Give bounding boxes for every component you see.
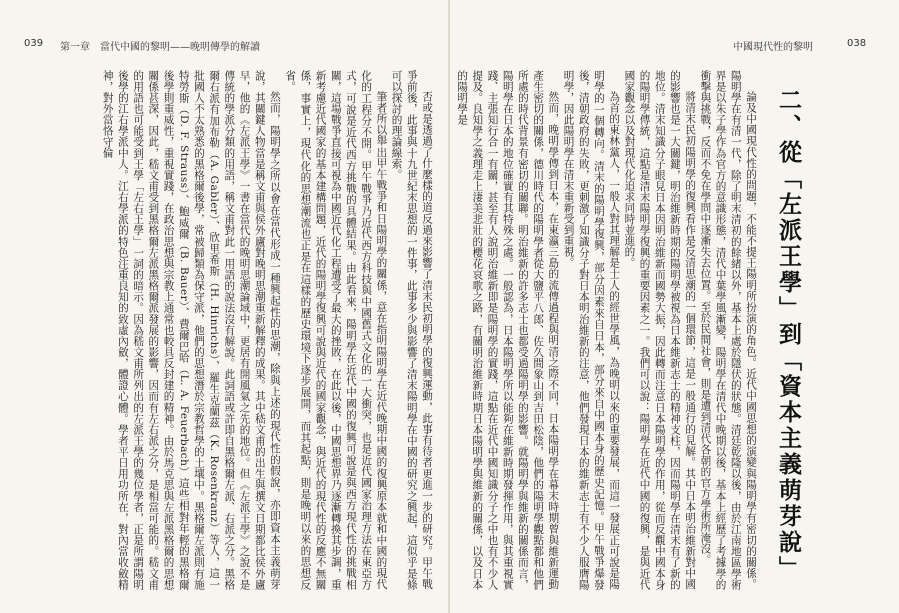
running-title: 第一章 當代中國的黎明——晚明傳學的解讀: [60, 42, 260, 53]
body-text: [14, 70, 434, 590]
left-page: [0, 0, 449, 613]
paragraph: 筆者所以舉出甲午戰爭和日陽明學的關係，意在指明陽明學在近代晚期中國的復興原本就和中國的現代化的工程分不開。甲午戰爭乃近代西方科技與中國舊式文化的一大衝突，也是近代國家治理方法在東亞方式，可說是近代西方挑戰的具體結果。由此看來，陽明學在近代中國的復興可說是與西方現代性的挑戰相關，這場戰爭直接可視為中國近代化工程遭受了最大的挫敗，在此以後，中國思想界乃逐漸轉換其步調，重新考慮近代國家的基本建構問題，近代的陽明學復興可說與近代的國家觀念，與近代的現代性的反應不無關係，事實上，現代化的思想潮流也正是在這樣的歷史環境下逐步展開，而其起點，則是晚明以來的思想反省。: [284, 70, 388, 590]
running-title: 中國現代性的黎明: [733, 42, 813, 53]
page-number: 038: [847, 38, 867, 49]
paragraph: 將清末民初陽明學的復興看作是反清思潮的一個環節，這是一般通行的見解。其中日本明治維新對中國的影響也是一大關鍵，明治維新時期的陽明學被視為日本維新志士的精神支柱，因而陽明學在清末有了新的地位。清末知識分子眼見日本因明治維新而國勢大振，因此轉而注意日本陽明學的作用，從而反觀中國本身的陽明學傳統，這點是清末陽明學復興的重要因素之一。我們可以說：陽明學在近代中國的復興，是與近代國家觀念以及對現代化追求同時並進的。: [623, 70, 697, 590]
right-page: [450, 0, 899, 613]
paragraph: 然而，陽明學之所以會在當代形成一種興起性的思潮，除與上述的現代性的假說，亦即資本主義萌芽說，其關鍵人物當是稱文甫與侯外廬對晚明思潮重新解釋的成果。其中嵇文甫的出生與撰文日期都比侯外廬早，他的《左派王學》一書在當代的晚明思潮論域中，更居有開風氣之先的地位。但《左派王學》之說不是傳統的學派分類的用語，稱文甫對此一用語的說法沒有解說。此詞語或許即自黑格爾左派、右派之分。黑格爾右派有加布勒（A. Gabler）、欣里希斯（H. Hinrichs）、羅生克蘭茲（K. Rosenkranz）等人，這一批國人不太熟悉的黑格爾後學，常被歸類為保守派，他們的思想潛於宗教哲學的土壤中。黑格爾左派則有施特勞斯（D. F. Strauss）、鮑威爾（B. Bauer）、費爾巴哈（L. A. Feuerbach）這些相對年輕的黑格爾後學則重威性，重視實踐，在政治思想與宗教上通常也較具反封建的精神。由於馬克思與左派黑格爾的思想關係甚深，因此，嵇文甫受到黑格爾左派黑格爾派發展的影響，因而有左右派之分，是相當可能的。嵇文甫的用語也可能受到王學「左右王學」一詞的暗示。因為嵇文甫所列出的左派王學的幾位學者，正是所謂陽明後學的江右學派中人。江右學派的特色注重良知的致虛內斂，體證心體。學者平日用功所在，對內當收斂精神，對外當恪守倫: [101, 70, 281, 590]
paragraph: 為首的東林黨人，一般人對其理解是士人的經世學風，為晚明以來的重要發展，而這一發展正可說是陽明學的一個轉向。清末的陽明學復興，部分因素來自日本，部分來自中國本身的歷史記憶。甲午戰爭爆發後，清朝政府的失敗，更刺激了知識分子對日本明治維新的注意，他們發現日本的維新志士有不少人服膺陽明學，因此陽明學在清末重新受到重視。: [562, 70, 621, 590]
section-heading: 二、從「左派王學」到「資本主義萌芽說」: [775, 88, 802, 582]
body-text: [458, 70, 758, 590]
paragraph: 否或是透過了什麼樣的道反過來影響了清末民初明學的復興運動，此事有待者更進一步的研究。甲午戰爭前後，此事與十九世紀末思想的一件事，此事多少與影響了清末陽明學在中國的研究之興起，這似乎是條可以探討的理論線索。: [390, 70, 433, 590]
paragraph: 然而，晚明學傳到日本，在東瀛三島的流傳過程與明清之際不同，日本陽明學在幕末時期曾與維新運動產生密切的關係，德川時代的陽明學者從大鹽平八郎、佐久間象山到吉田松陰，他們的陽明學觀點都和他們所處的時代背景有密切的關聯。明治維新的許多志士也都受過陽明學的影響。就陽明學與維新的關係而言，陽明學在日本的地位確實有其特殊之處。一般認為，日本陽明學所以能夠在維新時期發揮作用，與其重視實踐、主張知行合一有關，甚至有人說明治維新即是陽明學的實踐，這點在近代中國知識分子之中也有不少人提及。良知學之義理走上淒美悲壯的櫻花哀歌之路，有關明治維新時期日本陽明學與維新的關係，以及日本的陽明學是: [456, 70, 560, 590]
paragraph: 論及中國現代性的問題，不能不提王陽明所扮演的角色。近代中國思想的演變與陽明學有密切的關係。陽明學在有清一代，除了明末清初的餘緒以外，基本上處於隱伏的狀態。清廷乾隆以後，由於江南地區學術界是以朱子學作為官方的意識形態，清代中葉學風漸變，陽明學在清代中晚期以後，基本上經歷了考據學的衝擊與挑戰，反而不免在學問中逐漸失去位置。至於民間社會，則是遭到清代各朝的官方學術所淹沒。: [699, 70, 757, 590]
page-number: 039: [24, 38, 44, 49]
